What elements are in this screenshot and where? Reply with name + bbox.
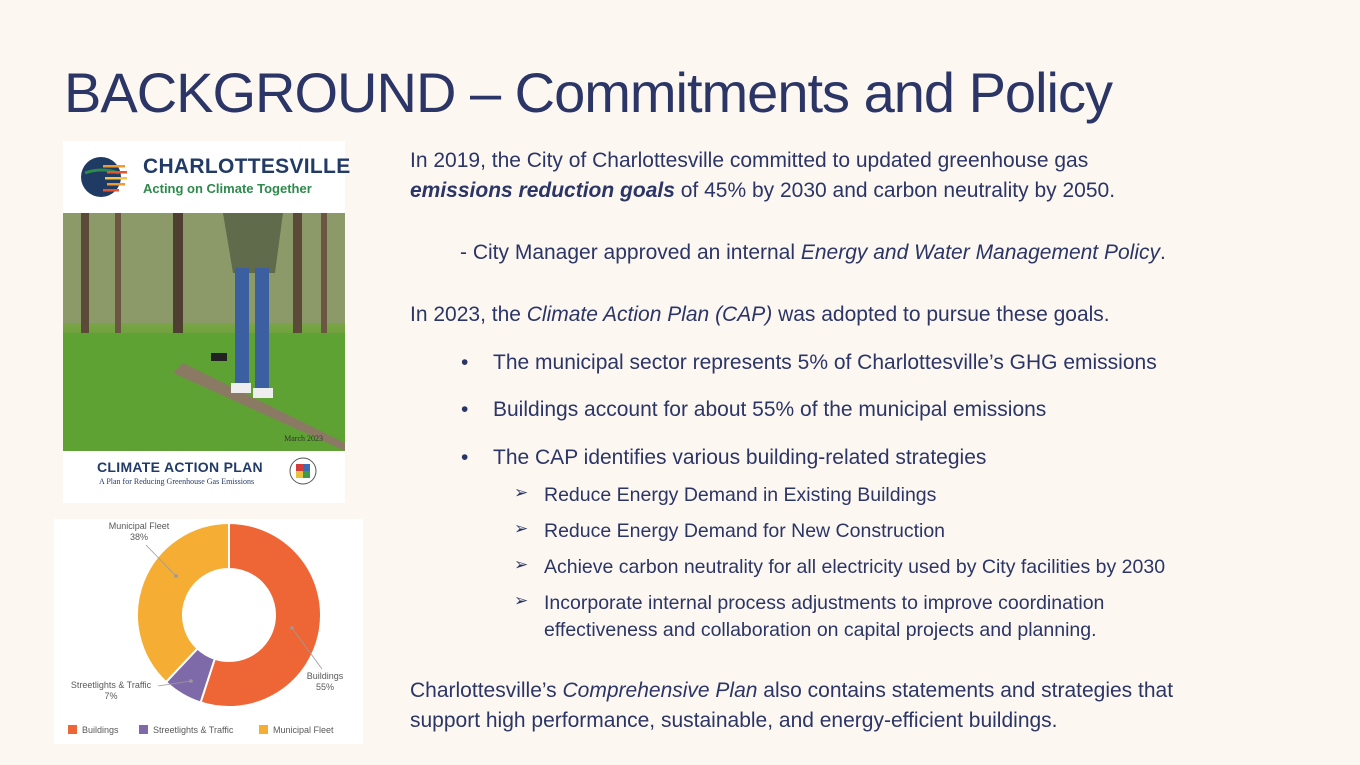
paragraph-policy-lead: - City Manager approved an internal bbox=[460, 241, 801, 264]
cover-tagline: Acting on Climate Together bbox=[143, 181, 312, 196]
label-buildings-value: 55% bbox=[315, 682, 335, 692]
paragraph-comprehensive-line2: support high performance, sustainable, and energy-efficient buildings. bbox=[410, 709, 1058, 732]
strategy-text: Achieve carbon neutrality for all electricity used by City facilities by 2030 bbox=[544, 556, 1166, 578]
cover-plan-subtitle: A Plan for Reducing Greenhouse Gas Emissions bbox=[99, 477, 255, 486]
strategy-text: Reduce Energy Demand in Existing Buildings bbox=[544, 484, 937, 506]
donut-chart-svg bbox=[54, 519, 363, 744]
emphasis-cap: Climate Action Plan (CAP) bbox=[526, 303, 773, 326]
paragraph-2023 bbox=[410, 303, 1110, 327]
strategy-item-continuation: effectiveness and collaboration on capital projects and planning. bbox=[544, 619, 1097, 641]
emphasis-emissions-goals: emissions reduction goals bbox=[410, 179, 675, 202]
paragraph-policy bbox=[460, 241, 1166, 265]
paragraph-comprehensive-line1 bbox=[410, 679, 1173, 703]
bullet-text: The municipal sector represents 5% of Charlottesville’s GHG emissions bbox=[493, 351, 1157, 374]
globe-logo-icon bbox=[79, 153, 129, 201]
bullet-dot-icon: • bbox=[461, 398, 469, 421]
paragraph-2019-line2 bbox=[410, 179, 1115, 203]
emissions-donut-chart bbox=[54, 519, 363, 744]
cover-brand: CHARLOTTESVILLE bbox=[143, 155, 351, 178]
paragraph-2023-rest: was adopted to pursue these goals. bbox=[772, 303, 1110, 326]
arrow-bullet-icon: ➢ bbox=[514, 591, 529, 610]
arrow-bullet-icon: ➢ bbox=[514, 555, 529, 574]
bullet-dot-icon: • bbox=[461, 351, 469, 374]
bullet-item bbox=[461, 351, 1157, 375]
bullet-item bbox=[461, 398, 1047, 422]
bullet-text: The CAP identifies various building-related strategies bbox=[493, 446, 987, 469]
strategy-item bbox=[514, 483, 937, 507]
climate-action-plan-cover bbox=[63, 141, 351, 503]
paragraph-policy-end: . bbox=[1160, 241, 1166, 264]
legend-swatch-buildings bbox=[68, 725, 77, 734]
paragraph-2023-lead: In 2023, the bbox=[410, 303, 527, 326]
strategy-item bbox=[514, 591, 1105, 615]
bullet-text: Buildings account for about 55% of the municipal emissions bbox=[493, 398, 1047, 421]
strategy-item bbox=[514, 555, 1166, 579]
legend-label-buildings: Buildings bbox=[82, 725, 119, 735]
strategy-text: Reduce Energy Demand for New Construction bbox=[544, 520, 946, 542]
cover-header bbox=[63, 141, 351, 213]
paragraph-2019-line1: In 2019, the City of Charlottesville committed to updated greenhouse gas bbox=[410, 149, 1089, 172]
paragraph-comprehensive-lead: Charlottesville’s bbox=[410, 679, 563, 702]
cover-footer bbox=[63, 451, 345, 503]
slide-title: BACKGROUND – Commitments and Policy bbox=[64, 61, 1112, 124]
emphasis-energy-water-policy: Energy and Water Management Policy bbox=[800, 241, 1160, 264]
strategy-text: Incorporate internal process adjustments to improve coordination bbox=[544, 592, 1105, 614]
leader-dot-streetlights bbox=[189, 679, 193, 683]
leader-dot-fleet bbox=[174, 574, 178, 578]
label-municipal-fleet-name: Municipal Fleet bbox=[108, 521, 170, 531]
leader-dot-buildings bbox=[290, 626, 294, 630]
legend-label-fleet: Municipal Fleet bbox=[273, 725, 334, 735]
strategy-item bbox=[514, 519, 946, 543]
emphasis-comprehensive-plan: Comprehensive Plan bbox=[562, 679, 758, 702]
arrow-bullet-icon: ➢ bbox=[514, 519, 529, 538]
cover-date: March 2023 bbox=[284, 434, 323, 443]
legend-swatch-streetlights bbox=[139, 725, 148, 734]
legend-swatch-fleet bbox=[259, 725, 268, 734]
paragraph-2019-line2-rest: of 45% by 2030 and carbon neutrality by 2050. bbox=[674, 179, 1116, 202]
cover-photo bbox=[63, 213, 345, 451]
bullet-dot-icon: • bbox=[461, 446, 469, 469]
cover-plan-title: CLIMATE ACTION PLAN bbox=[97, 459, 263, 475]
label-buildings-name: Buildings bbox=[306, 671, 344, 681]
arrow-bullet-icon: ➢ bbox=[514, 483, 529, 502]
label-streetlights-name: Streetlights & Traffic bbox=[70, 680, 152, 690]
legend-label-streetlights: Streetlights & Traffic bbox=[153, 725, 234, 735]
city-seal-icon bbox=[289, 457, 317, 485]
forest-photo-illustration bbox=[63, 213, 345, 451]
paragraph-comprehensive-rest: also contains statements and strategies that bbox=[757, 679, 1174, 702]
label-municipal-fleet-value: 38% bbox=[129, 532, 149, 542]
bullet-item bbox=[461, 446, 987, 470]
label-streetlights-value: 7% bbox=[104, 691, 118, 701]
